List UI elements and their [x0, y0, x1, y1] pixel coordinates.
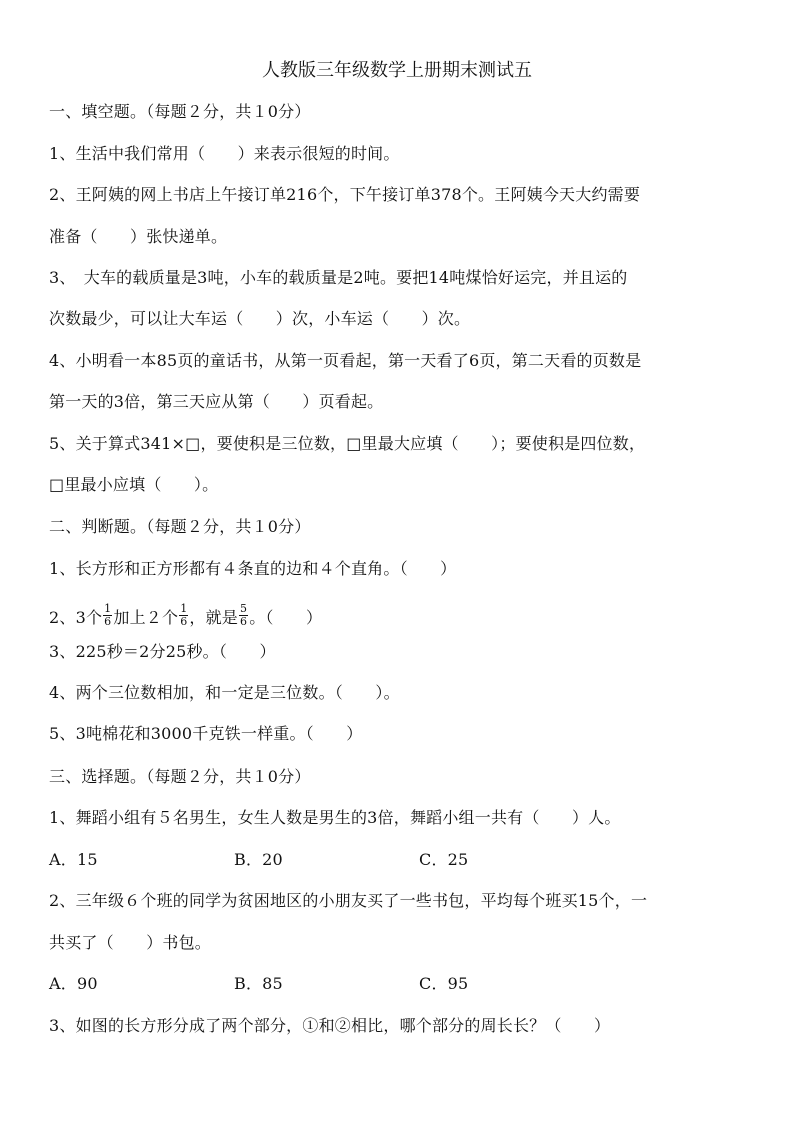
fill-in-question-4-line-1: 4、小明看一本85页的童话书，从第一页看起，第一天看了6页，第二天看的页数是 — [49, 351, 642, 370]
choice-question-1-options — [49, 848, 468, 872]
choice-question-3: 3、如图的长方形分成了两个部分，①和②相比，哪个部分的周长长？（ ） — [49, 1016, 611, 1035]
choice-question-2-line-2: 共买了（ ）书包。 — [49, 933, 212, 952]
choice-question-2-line-1: 2、三年级６个班的同学为贫困地区的小朋友买了一些书包，平均每个班买15个，一 — [49, 891, 648, 910]
fill-in-question-2-line-2: 准备（ ）张快递单。 — [49, 227, 228, 246]
section-heading-multiple-choice: 三、选择题。（每题２分，共１0分） — [49, 767, 311, 786]
tf-q2-text-2: 加上２个 — [113, 608, 179, 627]
fraction-denominator: 6 — [104, 615, 112, 628]
fill-in-question-5-line-1: 5、关于算式341×□，要使积是三位数，□里最大应填（ ）；要使积是四位数， — [49, 434, 646, 453]
true-false-question-1: 1、长方形和正方形都有４条直的边和４个直角。（ ） — [49, 559, 457, 578]
tf-q2-text-4: 。（ ） — [249, 608, 323, 627]
fraction-one-sixth — [179, 603, 188, 628]
fill-in-question-2-line-1: 2、王阿姨的网上书店上午接订单216个，下午接订单378个。王阿姨今天大约需要 — [49, 185, 641, 204]
option-b: B．85 — [234, 974, 283, 993]
option-a: A．90 — [49, 974, 98, 993]
fill-in-question-3-line-2: 次数最少，可以让大车运（ ）次，小车运（ ）次。 — [49, 309, 471, 328]
fill-in-question-5-line-2: □里最小应填（ ）。 — [49, 475, 219, 494]
choice-question-2-options — [49, 972, 468, 996]
page-title: 人教版三年级数学上册期末测试五 — [262, 60, 532, 81]
fraction-denominator: 6 — [180, 615, 188, 628]
option-a: A．15 — [49, 850, 98, 869]
fill-in-question-1: 1、生活中我们常用（ ）来表示很短的时间。 — [49, 144, 400, 163]
true-false-question-3: 3、225秒＝2分25秒。（ ） — [49, 642, 276, 661]
true-false-question-5: 5、3吨棉花和3000千克铁一样重。（ ） — [49, 724, 363, 743]
fill-in-question-3-line-1: 3、 大车的载质量是3吨，小车的载质量是2吨。要把14吨煤恰好运完，并且运的 — [49, 268, 628, 287]
fraction-numerator: 1 — [104, 602, 112, 615]
tf-q2-text-1: 2、3个 — [49, 608, 103, 627]
fill-in-question-4-line-2: 第一天的3倍，第三天应从第（ ）页看起。 — [49, 392, 384, 411]
section-heading-true-false: 二、判断题。（每题２分，共１0分） — [49, 517, 311, 536]
option-c: C．25 — [419, 850, 469, 869]
fraction-numerator: 5 — [240, 602, 248, 615]
fraction-five-sixths — [239, 603, 248, 628]
option-c: C．95 — [419, 974, 469, 993]
option-b: B．20 — [234, 850, 283, 869]
true-false-question-4: 4、两个三位数相加，和一定是三位数。（ ）。 — [49, 683, 400, 702]
true-false-question-2 — [49, 602, 323, 631]
choice-question-1: 1、舞蹈小组有５名男生，女生人数是男生的3倍，舞蹈小组一共有（ ）人。 — [49, 808, 621, 827]
fraction-one-sixth — [103, 603, 112, 628]
fraction-numerator: 1 — [180, 602, 188, 615]
tf-q2-text-3: ，就是 — [189, 608, 238, 627]
section-heading-fill-in: 一、填空题。（每题２分，共１0分） — [49, 102, 311, 121]
fraction-denominator: 6 — [240, 615, 248, 628]
